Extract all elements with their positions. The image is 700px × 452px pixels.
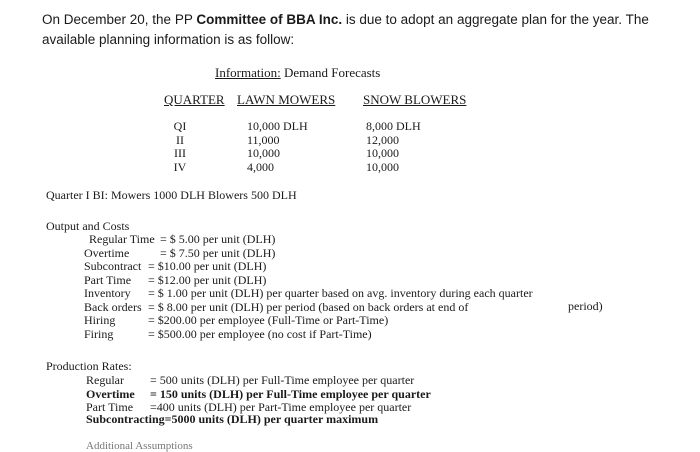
cost-label: Back orders — [84, 299, 142, 314]
production-label: Overtime — [86, 386, 135, 401]
production-label: Regular — [86, 373, 124, 387]
cost-value: = $10.00 per unit (DLH) — [148, 259, 267, 273]
cost-label: Overtime — [84, 245, 130, 260]
costs-labels — [84, 233, 155, 341]
period-suffix: period) — [568, 299, 603, 313]
cost-value: = $200.00 per employee (Full-Time or Part-Time) — [148, 313, 389, 327]
cost-label: Regular Time — [89, 232, 155, 246]
production-heading: Production Rates: — [46, 359, 132, 373]
production-value: =400 units (DLH) per Part-Time employee per quarter — [150, 400, 412, 414]
subcontracting-limit: Subcontracting=5000 units (DLH) per quarter maximum — [86, 412, 379, 426]
cost-label: Hiring — [84, 313, 116, 327]
table-cell: 4,000 — [247, 159, 274, 174]
table-cell: 11,000 — [247, 132, 280, 147]
table-cell: 10,000 — [247, 146, 280, 160]
additional-assumptions-heading: Additional Assumptions — [86, 440, 193, 452]
production-value: = 150 units (DLH) per Full-Time employee per quarter — [150, 386, 431, 401]
table-cell: III — [174, 146, 186, 160]
header-snow-blowers: SNOW BLOWERS — [363, 92, 467, 107]
cost-label: Part Time — [84, 272, 132, 287]
blowers-column — [366, 120, 421, 174]
cost-value: = $12.00 per unit (DLH) — [148, 272, 267, 287]
intro-line-1: On December 20, the PP Committee of BBA Inc. is due to adopt an aggregate plan for the year. The — [42, 12, 649, 27]
table-cell: 8,000 DLH — [366, 119, 421, 133]
cost-label: Firing — [84, 326, 114, 341]
quarter-column — [172, 120, 188, 174]
production-label: Part Time — [86, 400, 134, 414]
table-cell: 10,000 — [366, 146, 399, 160]
production-labels — [86, 374, 135, 415]
intro-paragraph — [42, 10, 649, 50]
production-value: = 500 units (DLH) per Full-Time employee per quarter — [150, 373, 415, 387]
header-quarter: QUARTER — [164, 92, 225, 107]
table-cell: IV — [173, 159, 187, 174]
cost-value: = $ 8.00 per unit (DLH) per period (based on back orders at end of — [148, 299, 469, 314]
table-cell: 10,000 — [366, 159, 399, 174]
cost-value: = $ 7.50 per unit (DLH) — [160, 245, 276, 260]
intro-line-2: available planning information is as follow: — [42, 32, 295, 47]
header-lawn-mowers: LAWN MOWERS — [237, 92, 336, 107]
cost-label: Subcontract — [84, 259, 142, 273]
table-cell: 10,000 DLH — [247, 119, 308, 133]
cost-label: Inventory — [84, 286, 131, 300]
cost-value: = $500.00 per employee (no cost if Part-Time) — [148, 326, 372, 341]
mowers-column — [247, 120, 308, 174]
beginning-inventory-note: Quarter I BI: Mowers 1000 DLH Blowers 500 DLH — [46, 188, 297, 202]
table-cell: QI — [173, 119, 187, 133]
costs-values — [148, 233, 533, 341]
info-title: Information: Demand Forecasts — [215, 65, 381, 80]
table-cell: II — [176, 132, 184, 147]
costs-heading: Output and Costs — [46, 219, 130, 233]
cost-value: = $ 1.00 per unit (DLH) per quarter based on avg. inventory during each quarter — [148, 286, 533, 300]
table-cell: 12,000 — [366, 132, 399, 147]
cost-value: = $ 5.00 per unit (DLH) — [160, 232, 276, 246]
production-values — [150, 374, 431, 415]
company-name: Committee of BBA Inc. — [196, 12, 343, 27]
